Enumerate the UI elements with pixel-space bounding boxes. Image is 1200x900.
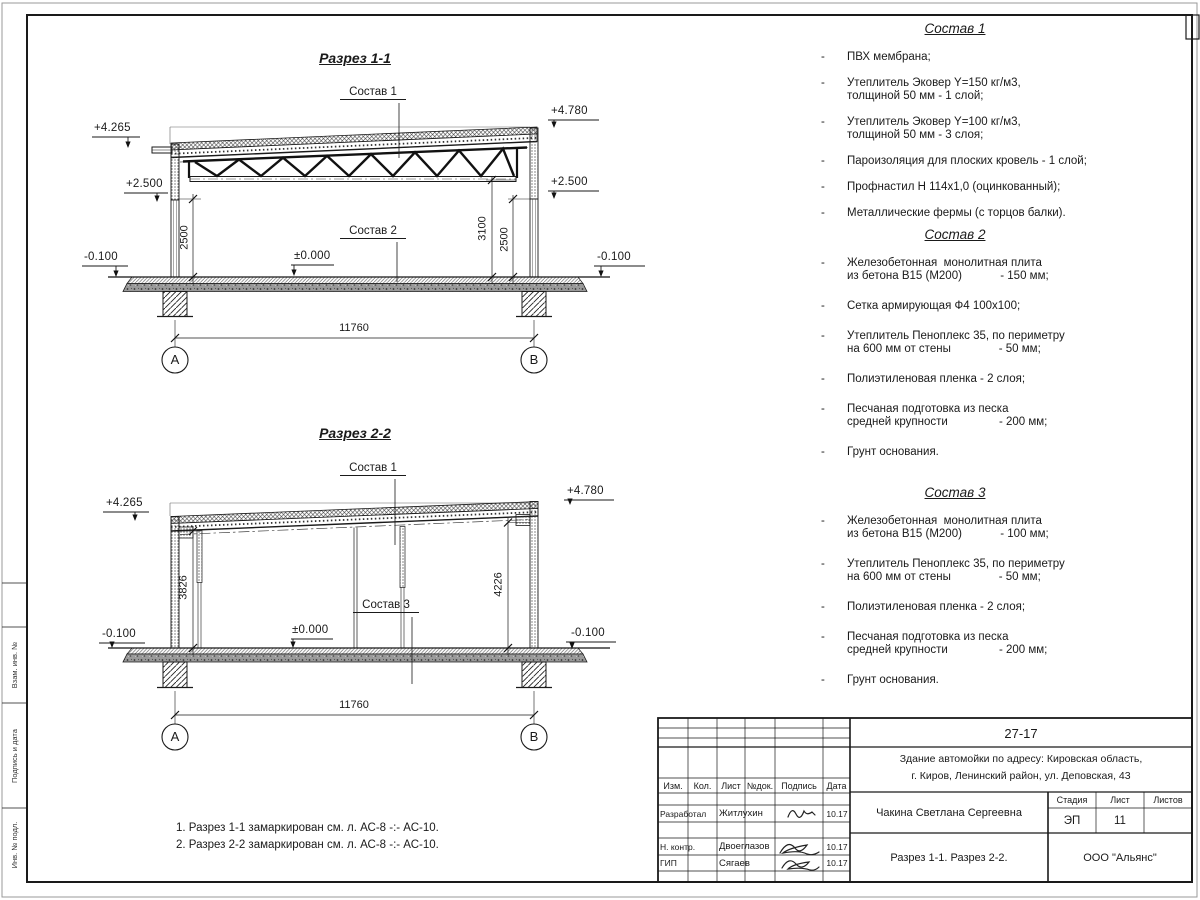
list-item: - Грунт основания. (821, 674, 939, 686)
sheets-label: Листов (1153, 795, 1183, 805)
date-gip: 10.17 (826, 858, 848, 868)
author-name: Чакина Светлана Сергеевна (876, 806, 1022, 819)
s11-elev-right-top: +4.780 (551, 105, 588, 117)
name-nkontr: Двоеглазов (719, 841, 770, 852)
list-item: - ПВХ мембрана; (815, 51, 1195, 64)
list-item: - Металлические фермы (с торцов балки). (821, 207, 1066, 219)
list-item: - Утеплитель Эковер Y=150 кг/м3, толщиной 50 мм - 1 слой; (821, 77, 1021, 102)
sheet-title: Разрез 1-1. Разрез 2-2. (890, 851, 1008, 864)
list-item: - Железобетонная монолитная плита из бетона В15 (М200) - 100 мм; (821, 515, 1049, 540)
col-header-izm: Изм. (663, 780, 683, 791)
s11-dim-3100: 3100 (476, 216, 489, 241)
composition-3-title: Состав 3 (924, 485, 986, 500)
s11-label-sostav1: Состав 1 (340, 86, 406, 100)
col-header-list: Лист (721, 780, 741, 791)
sheets-total (1144, 808, 1192, 833)
s22-dim-4226: 4226 (492, 572, 505, 597)
s11-elev-zero: ±0.000 (294, 250, 331, 262)
composition-2-title: Состав 2 (924, 227, 986, 242)
s11-axis-b: В (529, 352, 539, 367)
s22-axis-b: В (529, 729, 539, 744)
list-item: - Утеплитель Пеноплекс 35, по периметру на 600 мм от стены - 50 мм; (821, 558, 1065, 583)
composition-3-list (815, 486, 1195, 704)
date-razrabotal: 10.17 (826, 808, 848, 819)
s11-dim-2500-left: 2500 (178, 225, 191, 250)
list-item: - Песчаная подготовка из песка средней крупности - 200 мм; (821, 403, 1048, 428)
list-item: - Пароизоляция для плоских кровель - 1 слой; (821, 155, 1087, 167)
s11-elev-left-bot: -0.100 (84, 251, 118, 263)
role-nkontr: Н. контр. (660, 841, 696, 852)
s11-elev-left-mid: +2.500 (126, 178, 163, 190)
list-item: - Сетка армирующая Ф4 100х100; (821, 300, 1021, 312)
s22-elev-left-bot: -0.100 (102, 628, 136, 640)
s11-label-sostav2: Состав 2 (340, 225, 406, 239)
composition-1-title: Состав 1 (924, 21, 986, 36)
composition-2-list (815, 228, 1195, 476)
list-item: - Грунт основания. (821, 446, 939, 458)
sheet-notes (176, 820, 439, 853)
s22-label-sostav1: Состав 1 (340, 462, 406, 476)
s11-axis-a: А (170, 352, 180, 367)
list-item: - Утеплитель Эковер Y=100 кг/м3, толщиной 50 мм - 3 слоя; (821, 116, 1021, 141)
strip-label-podpis: Подпись и дата (10, 729, 19, 783)
signature (780, 811, 819, 871)
s22-dim-span: 11760 (339, 699, 369, 711)
list-item: - Утеплитель Пеноплекс 35, по периметру на 600 мм от стены - 50 мм; (821, 330, 1065, 355)
document-code: 27-17 (1004, 725, 1038, 741)
object-address-line2: г. Киров, Ленинский район, ул. Деповская, 43 (911, 770, 1131, 782)
name-razrabotal: Житлухин (719, 808, 763, 819)
bullet-dash: - (821, 51, 825, 63)
s22-elev-left-top: +4.265 (106, 497, 143, 509)
strip-label-vzam: Взам. инв. № (10, 641, 19, 689)
col-header-data: Дата (826, 780, 847, 791)
stage-label: Стадия (1056, 795, 1088, 805)
role-razrabotal: Разработал (660, 808, 707, 819)
composition-1-list (815, 22, 1195, 233)
s22-label-sostav3: Состав 3 (353, 599, 419, 613)
col-header-ndok: №док. (746, 780, 774, 791)
s22-dim-3826: 3826 (177, 575, 190, 600)
col-header-podpis: Подпись (781, 780, 817, 791)
list-item: - Полиэтиленовая пленка - 2 слоя; (821, 373, 1026, 385)
organization-name: ООО "Альянс" (1083, 851, 1157, 864)
role-gip: ГИП (660, 858, 677, 868)
note-1: 1. Разрез 1-1 замаркирован см. л. АС-8 -:- АС-10. (176, 822, 439, 834)
object-address-line1: Здание автомойки по адресу: Кировская область, (899, 753, 1143, 765)
s11-elev-right-mid: +2.500 (551, 176, 588, 188)
s11-elev-right-bot: -0.100 (597, 251, 631, 263)
list-item: - Полиэтиленовая пленка - 2 слоя; (821, 601, 1026, 613)
s22-axis-a: А (170, 729, 180, 744)
list-item: - Профнастил Н 114х1,0 (оцинкованный); (821, 181, 1061, 193)
stage-value: ЭП (1063, 814, 1081, 827)
section-1-1-title: Разрез 1-1 (319, 50, 391, 66)
sheet-number: 11 (1114, 814, 1126, 827)
list-item: - Железобетонная монолитная плита из бетона В15 (М200) - 150 мм; (821, 257, 1049, 282)
s22-elev-right-top: +4.780 (567, 485, 604, 497)
date-nkontr: 10.17 (826, 841, 848, 852)
list-item: - Песчаная подготовка из песка средней крупности - 200 мм; (821, 631, 1048, 656)
s11-dim-2500-right: 2500 (498, 227, 511, 252)
s11-elev-left-top: +4.265 (94, 122, 131, 134)
note-2: 2. Разрез 2-2 замаркирован см. л. АС-8 -:- АС-10. (176, 838, 439, 851)
section-2-2-title: Разрез 2-2 (319, 425, 391, 441)
col-header-kol: Кол. (693, 780, 712, 791)
s11-dim-span: 11760 (339, 322, 369, 334)
s22-elev-right-bot: -0.100 (571, 627, 605, 639)
strip-label-inv: Инв. № подл. (10, 821, 19, 869)
sheet-label: Лист (1110, 795, 1130, 805)
name-gip: Сягаев (719, 857, 750, 869)
s22-elev-zero: ±0.000 (292, 624, 329, 636)
